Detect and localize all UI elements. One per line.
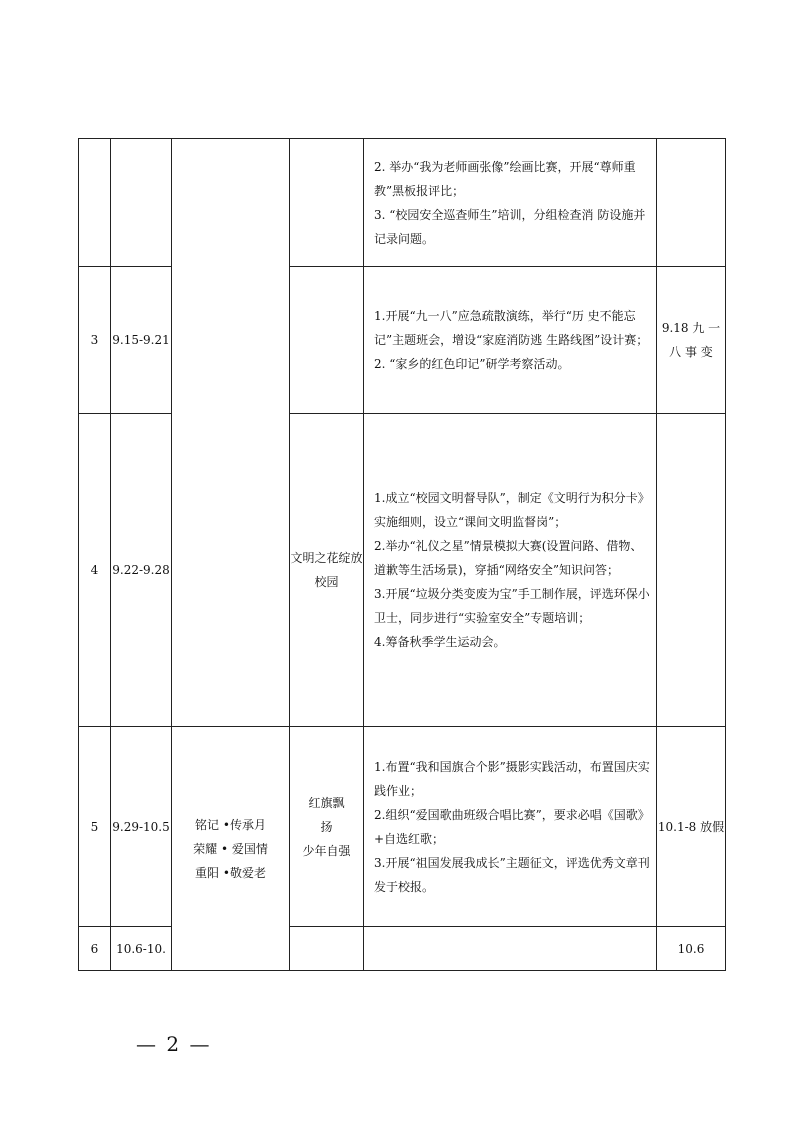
sub-theme-cell: 文明之花绽放校园 [290,414,364,727]
note-cell [657,139,726,267]
content-item: 3.开展“垃圾分类变废为宝”手工制作展，评选环保小卫士，同步进行“实验室安全”专题培训； [374,587,650,625]
content-item: 2. “家乡的红色印记”研学考察活动。 [374,357,570,371]
sub-theme-line: 红旗飘 [308,795,345,810]
table-row [79,139,726,267]
theme-line: 重阳 •敬爱老 [195,865,266,880]
theme-cell-empty [172,139,290,727]
page-number: — 2 — [136,1032,212,1056]
sub-theme-cell [290,927,364,971]
content-cell [364,927,657,971]
theme-line: 铭记 •传承月 [195,817,266,832]
content-item: 1.布置“我和国旗合个影”摄影实践活动，布置国庆实践作业； [374,759,650,798]
dates-cell: 9.15-9.21 [111,267,172,414]
dates-cell: 9.29-10.5 [111,727,172,927]
week-cell: 6 [79,927,111,971]
week-cell: 3 [79,267,111,414]
schedule-table [78,138,726,971]
content-item: 2.举办“礼仪之星”情景模拟大赛(设置问路、借物、道歉等生活场景)，穿插“网络安全”知识问答； [374,539,643,577]
content-item: 3. “校园安全巡查师生”培训，分组检查消 防设施并记录问题。 [374,207,646,246]
sub-theme-cell [290,727,364,927]
theme-cell [172,727,290,971]
sub-theme-cell [290,267,364,414]
sub-theme-line: 少年自强 [302,843,351,858]
note-cell: 10.1-8 放假 [657,727,726,927]
dates-cell: 9.22-9.28 [111,414,172,727]
note-cell: 9.18 九 一 八 事 变 [657,267,726,414]
content-item: 1.开展“九一八”应急疏散演练，举行“历 史不能忘记”主题班会，增设“家庭消防逃 生路线图”设计赛； [374,309,649,347]
content-item: 2. 举办“我为老师画张像”绘画比赛，开展“尊师重教”黑板报评比； [374,159,636,198]
week-cell: 4 [79,414,111,727]
content-cell [364,414,657,727]
dates-cell: 10.6-10. [111,927,172,971]
sub-theme-cell [290,139,364,267]
note-cell: 10.6 [657,927,726,971]
theme-line: 荣耀 • 爱国情 [193,841,268,856]
sub-theme-line: 扬 [320,819,333,834]
content-item: 3.开展“祖国发展我成长”主题征文，评选优秀文章刊发于校报。 [374,855,650,894]
content-item: 2.组织“爱国歌曲班级合唱比赛”，要求必唱《国歌》+自选红歌； [374,807,650,846]
note-cell [657,414,726,727]
week-cell [79,139,111,267]
table-row [79,727,726,927]
content-item: 4.筹备秋季学生运动会。 [374,635,506,649]
content-cell [364,727,657,927]
week-cell: 5 [79,727,111,927]
content-cell [364,139,657,267]
content-item: 1.成立“校园文明督导队”，制定《文明行为积分卡》实施细则，设立“课间文明监督岗”； [374,491,650,529]
dates-cell [111,139,172,267]
content-cell [364,267,657,414]
